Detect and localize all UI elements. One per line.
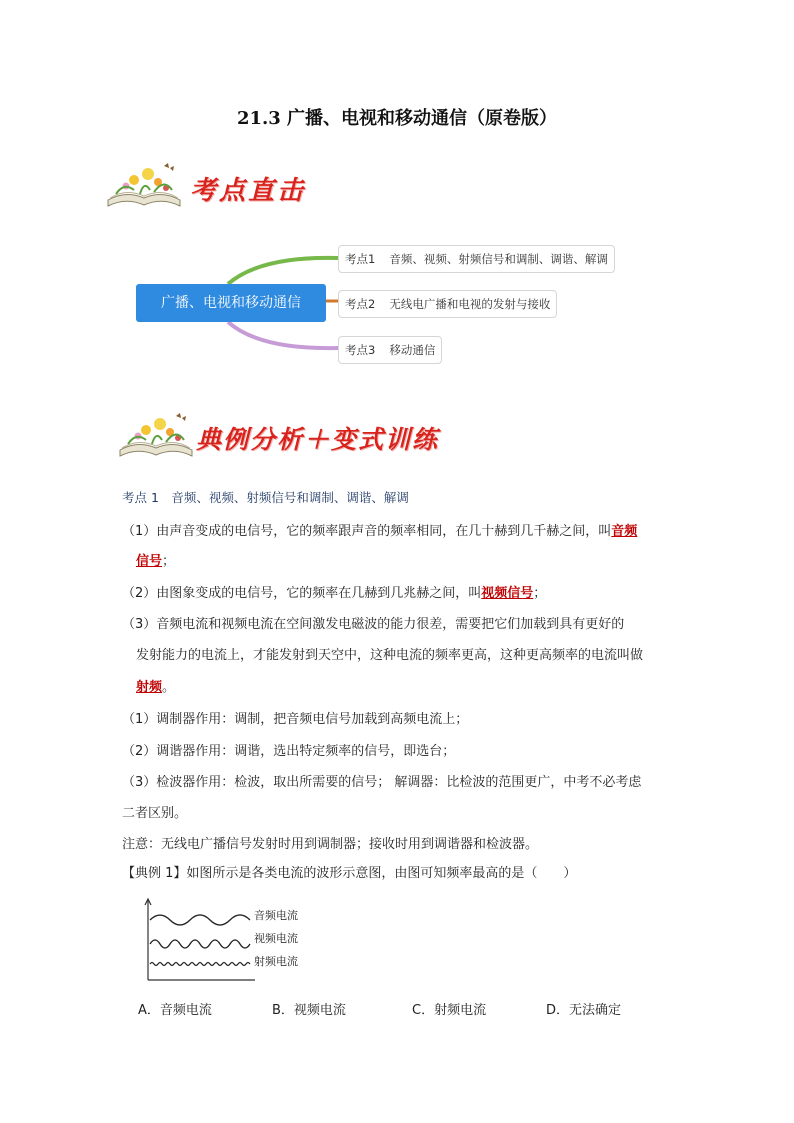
text-line-1b [136, 550, 175, 569]
section-banner-kaodian: 考点直击 [190, 176, 307, 206]
keyword-signal: 信号 [136, 554, 163, 569]
option-a[interactable]: A．音频电流 [138, 1003, 212, 1018]
mindmap-node-key: 考点1 [345, 252, 376, 266]
wave-label-video: 视频电流 [254, 932, 298, 945]
mindmap-node-3 [338, 336, 442, 364]
option-d[interactable]: D．无法确定 [546, 1003, 622, 1018]
text-line-2 [122, 582, 546, 601]
option-c[interactable]: C．射频电流 [412, 1003, 487, 1018]
text-line-3b: 发射能力的电流上，才能发射到天空中，这种电流的频率更高，这种更高频率的电流叫做 [136, 648, 644, 663]
text-line-1 [122, 520, 637, 539]
keyword-rf: 射频 [136, 680, 163, 695]
text-span: ； [533, 586, 547, 601]
book-flower-icon [116, 410, 196, 460]
mindmap-node-1 [338, 245, 615, 273]
mindmap-node-text: 音频、视频、射频信号和调制、调谐、解调 [389, 252, 608, 266]
text-span: （2）由图象变成的电信号，它的频率在几赫到几兆赫之间，叫 [122, 586, 482, 601]
keyword-audio: 音频 [611, 524, 638, 539]
text-span: ； [162, 554, 176, 569]
text-line-3c [136, 676, 175, 695]
waveform-figure [140, 896, 320, 986]
text-span: 。 [162, 680, 176, 695]
mindmap-node-text: 无线电广播和电视的发射与接收 [389, 297, 551, 311]
text-line-6: （3）检波器作用：检波，取出所需要的信号； 解调器：比检波的范围更广，中考不必考虑 [122, 775, 642, 790]
section-heading-kaodian1: 考点 1 音频、视频、射频信号和调制、调谐、解调 [122, 490, 409, 505]
mindmap-node-text: 移动通信 [389, 343, 436, 357]
mindmap-node-key: 考点2 [345, 297, 376, 311]
text-span: （1）由声音变成的电信号，它的频率跟声音的频率相同，在几十赫到几千赫之间，叫 [122, 524, 612, 539]
mindmap-node-2 [338, 290, 557, 318]
mindmap-node-key: 考点3 [345, 343, 376, 357]
mindmap-root: 广播、电视和移动通信 [136, 284, 326, 322]
text-line-note: 注意：无线电广播信号发射时用到调制器；接收时用到调谐器和检波器。 [122, 837, 539, 852]
book-flower-icon [104, 160, 184, 210]
keyword-video-signal: 视频信号 [481, 586, 534, 601]
section-banner-dianli: 典例分析＋变式训练 [196, 425, 440, 454]
wave-label-rf: 射频电流 [254, 955, 298, 968]
text-line-example: 【典例 1】如图所示是各类电流的波形示意图，由图可知频率最高的是（ ） [122, 866, 577, 881]
page-title: 21.3 广播、电视和移动通信（原卷版） [236, 108, 558, 129]
text-line-5: （2）调谐器作用：调谐，选出特定频率的信号，即选台； [122, 744, 456, 759]
text-line-3: （3）音频电流和视频电流在空间激发电磁波的能力很差，需要把它们加载到具有更好的 [122, 617, 625, 632]
text-line-7: 二者区别。 [122, 806, 188, 821]
wave-label-audio: 音频电流 [254, 909, 298, 922]
option-b[interactable]: B．视频电流 [272, 1003, 346, 1018]
text-line-4: （1）调制器作用：调制，把音频电信号加载到高频电流上； [122, 712, 469, 727]
